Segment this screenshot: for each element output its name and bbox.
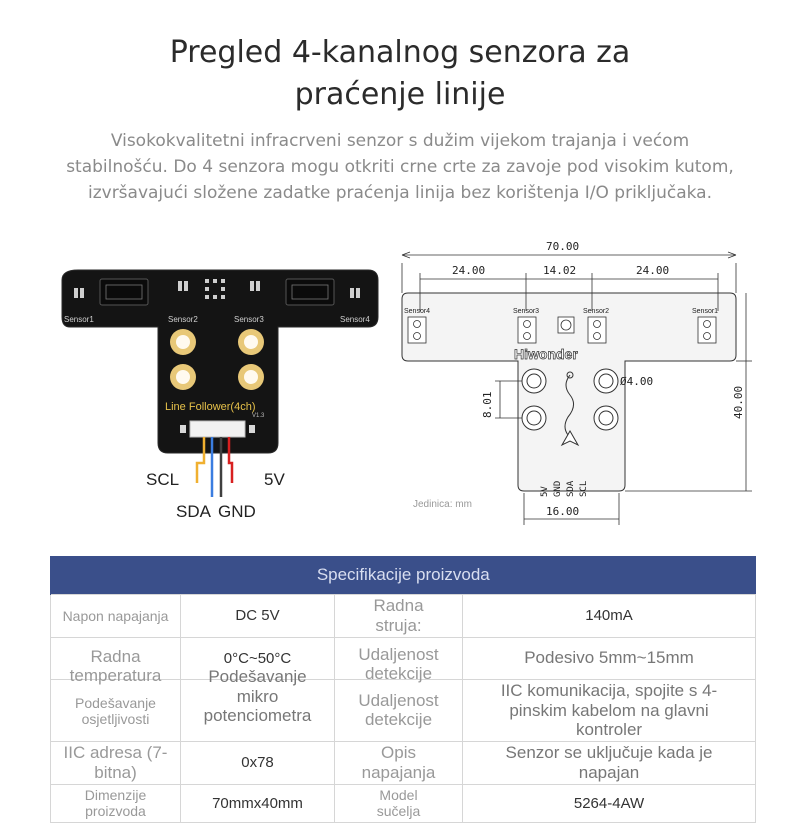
spec-value: 0°C~50°C [181, 637, 335, 680]
board-sensor-label-2: Sensor2 [168, 315, 198, 324]
dim-sensor-label-4: Sensor4 [404, 308, 431, 315]
dim-right-span: 24.00 [636, 264, 670, 277]
spec-table [50, 556, 756, 823]
sensor-chip-1 [100, 279, 148, 305]
dim-left-span: 24.00 [452, 264, 486, 277]
dim-sensor-label-3: Sensor3 [513, 308, 540, 315]
dimension-drawing [380, 235, 760, 530]
dim-bottom-width-label: 16.00 [546, 505, 580, 518]
spec-label: Dimenzije proizvoda [51, 784, 181, 822]
spec-label: Udaljenost detekcije [335, 637, 463, 680]
board-version: V1.3 [252, 413, 265, 419]
page-title [0, 32, 800, 116]
pin-label-gnd: GND [553, 480, 563, 497]
board-sensor-label-3: Sensor3 [234, 315, 264, 324]
spec-table-header: Specifikacije proizvoda [51, 556, 756, 595]
wire-label-gnd: GND [218, 502, 256, 521]
spec-label: Opis napajanja [335, 742, 463, 785]
pin-label-5v: 5V [540, 486, 550, 497]
intro-line-2: stabilnošću. Do 4 senzora mogu otkriti crne crte za zavoje pod visokim kutom, [66, 157, 734, 177]
connector [190, 421, 245, 437]
wire-label-sda: SDA [176, 502, 211, 521]
spec-label: Podešavanje osjetljivosti [51, 680, 181, 742]
drawing-brand: Hiwonder [514, 346, 578, 362]
spec-value: 0x78 [181, 742, 335, 785]
spec-value: IIC komunikacija, spojite s 4-pinskim kabelom na glavni kontroler [463, 680, 756, 742]
sensor-chip-4 [286, 279, 334, 305]
spec-value: Podesivo 5mm~15mm [463, 637, 756, 680]
dim-height-label: 40.00 [732, 385, 745, 419]
board-name: Line Follower(4ch) [165, 401, 256, 413]
table-row [51, 680, 756, 742]
intro-line-1: Visokokvalitetni infracrveni senzor s dužim vijekom trajanja i većom [110, 131, 690, 151]
board-sensor-label-1: Sensor1 [64, 315, 94, 324]
dim-hole-vertical-label: 8.01 [481, 391, 494, 418]
table-row [51, 637, 756, 680]
table-row [51, 595, 756, 638]
dim-sensor-label-2: Sensor2 [583, 308, 610, 315]
spec-value: DC 5V [181, 595, 335, 638]
spec-value: Senzor se uključuje kada je napajan [463, 742, 756, 785]
spec-value: 140mA [463, 595, 756, 638]
title-line-1: Pregled 4-kanalnog senzora za [169, 35, 631, 70]
dim-hole-diameter: Ø4.00 [620, 375, 654, 388]
spec-label: Udaljenost detekcije [335, 680, 463, 742]
spec-label: Radna struja: [335, 595, 463, 638]
dim-sensor-label-1: Sensor1 [692, 308, 719, 315]
sensor-board-photo [0, 255, 380, 530]
table-row [51, 784, 756, 822]
spec-label: Model sučelja [335, 784, 463, 822]
board-sensor-label-4: Sensor4 [340, 315, 370, 324]
intro-text [40, 128, 760, 206]
spec-value: Podešavanje mikro potenciometra [181, 680, 335, 742]
spec-label: IIC adresa (7-bitna) [51, 742, 181, 785]
spec-label: Radna temperatura [51, 637, 181, 680]
dim-center-span: 14.02 [543, 264, 577, 277]
wire-label-scl: SCL [146, 470, 180, 489]
pin-label-scl: SCL [579, 480, 589, 497]
title-line-2: praćenje linije [294, 77, 506, 112]
unit-note: Jedinica: mm [413, 499, 472, 510]
spec-value: 5264-4AW [463, 784, 756, 822]
dim-total-width-label: 70.00 [546, 240, 580, 253]
wire-label-5v: 5V [264, 470, 285, 489]
pin-label-sda: SDA [566, 480, 576, 497]
table-row [51, 742, 756, 785]
intro-line-3: izvršavajući složene zadatke praćenja linija bez korištenja I/O priključaka. [87, 183, 712, 203]
spec-value: 70mmx40mm [181, 784, 335, 822]
spec-label: Napon napajanja [51, 595, 181, 638]
